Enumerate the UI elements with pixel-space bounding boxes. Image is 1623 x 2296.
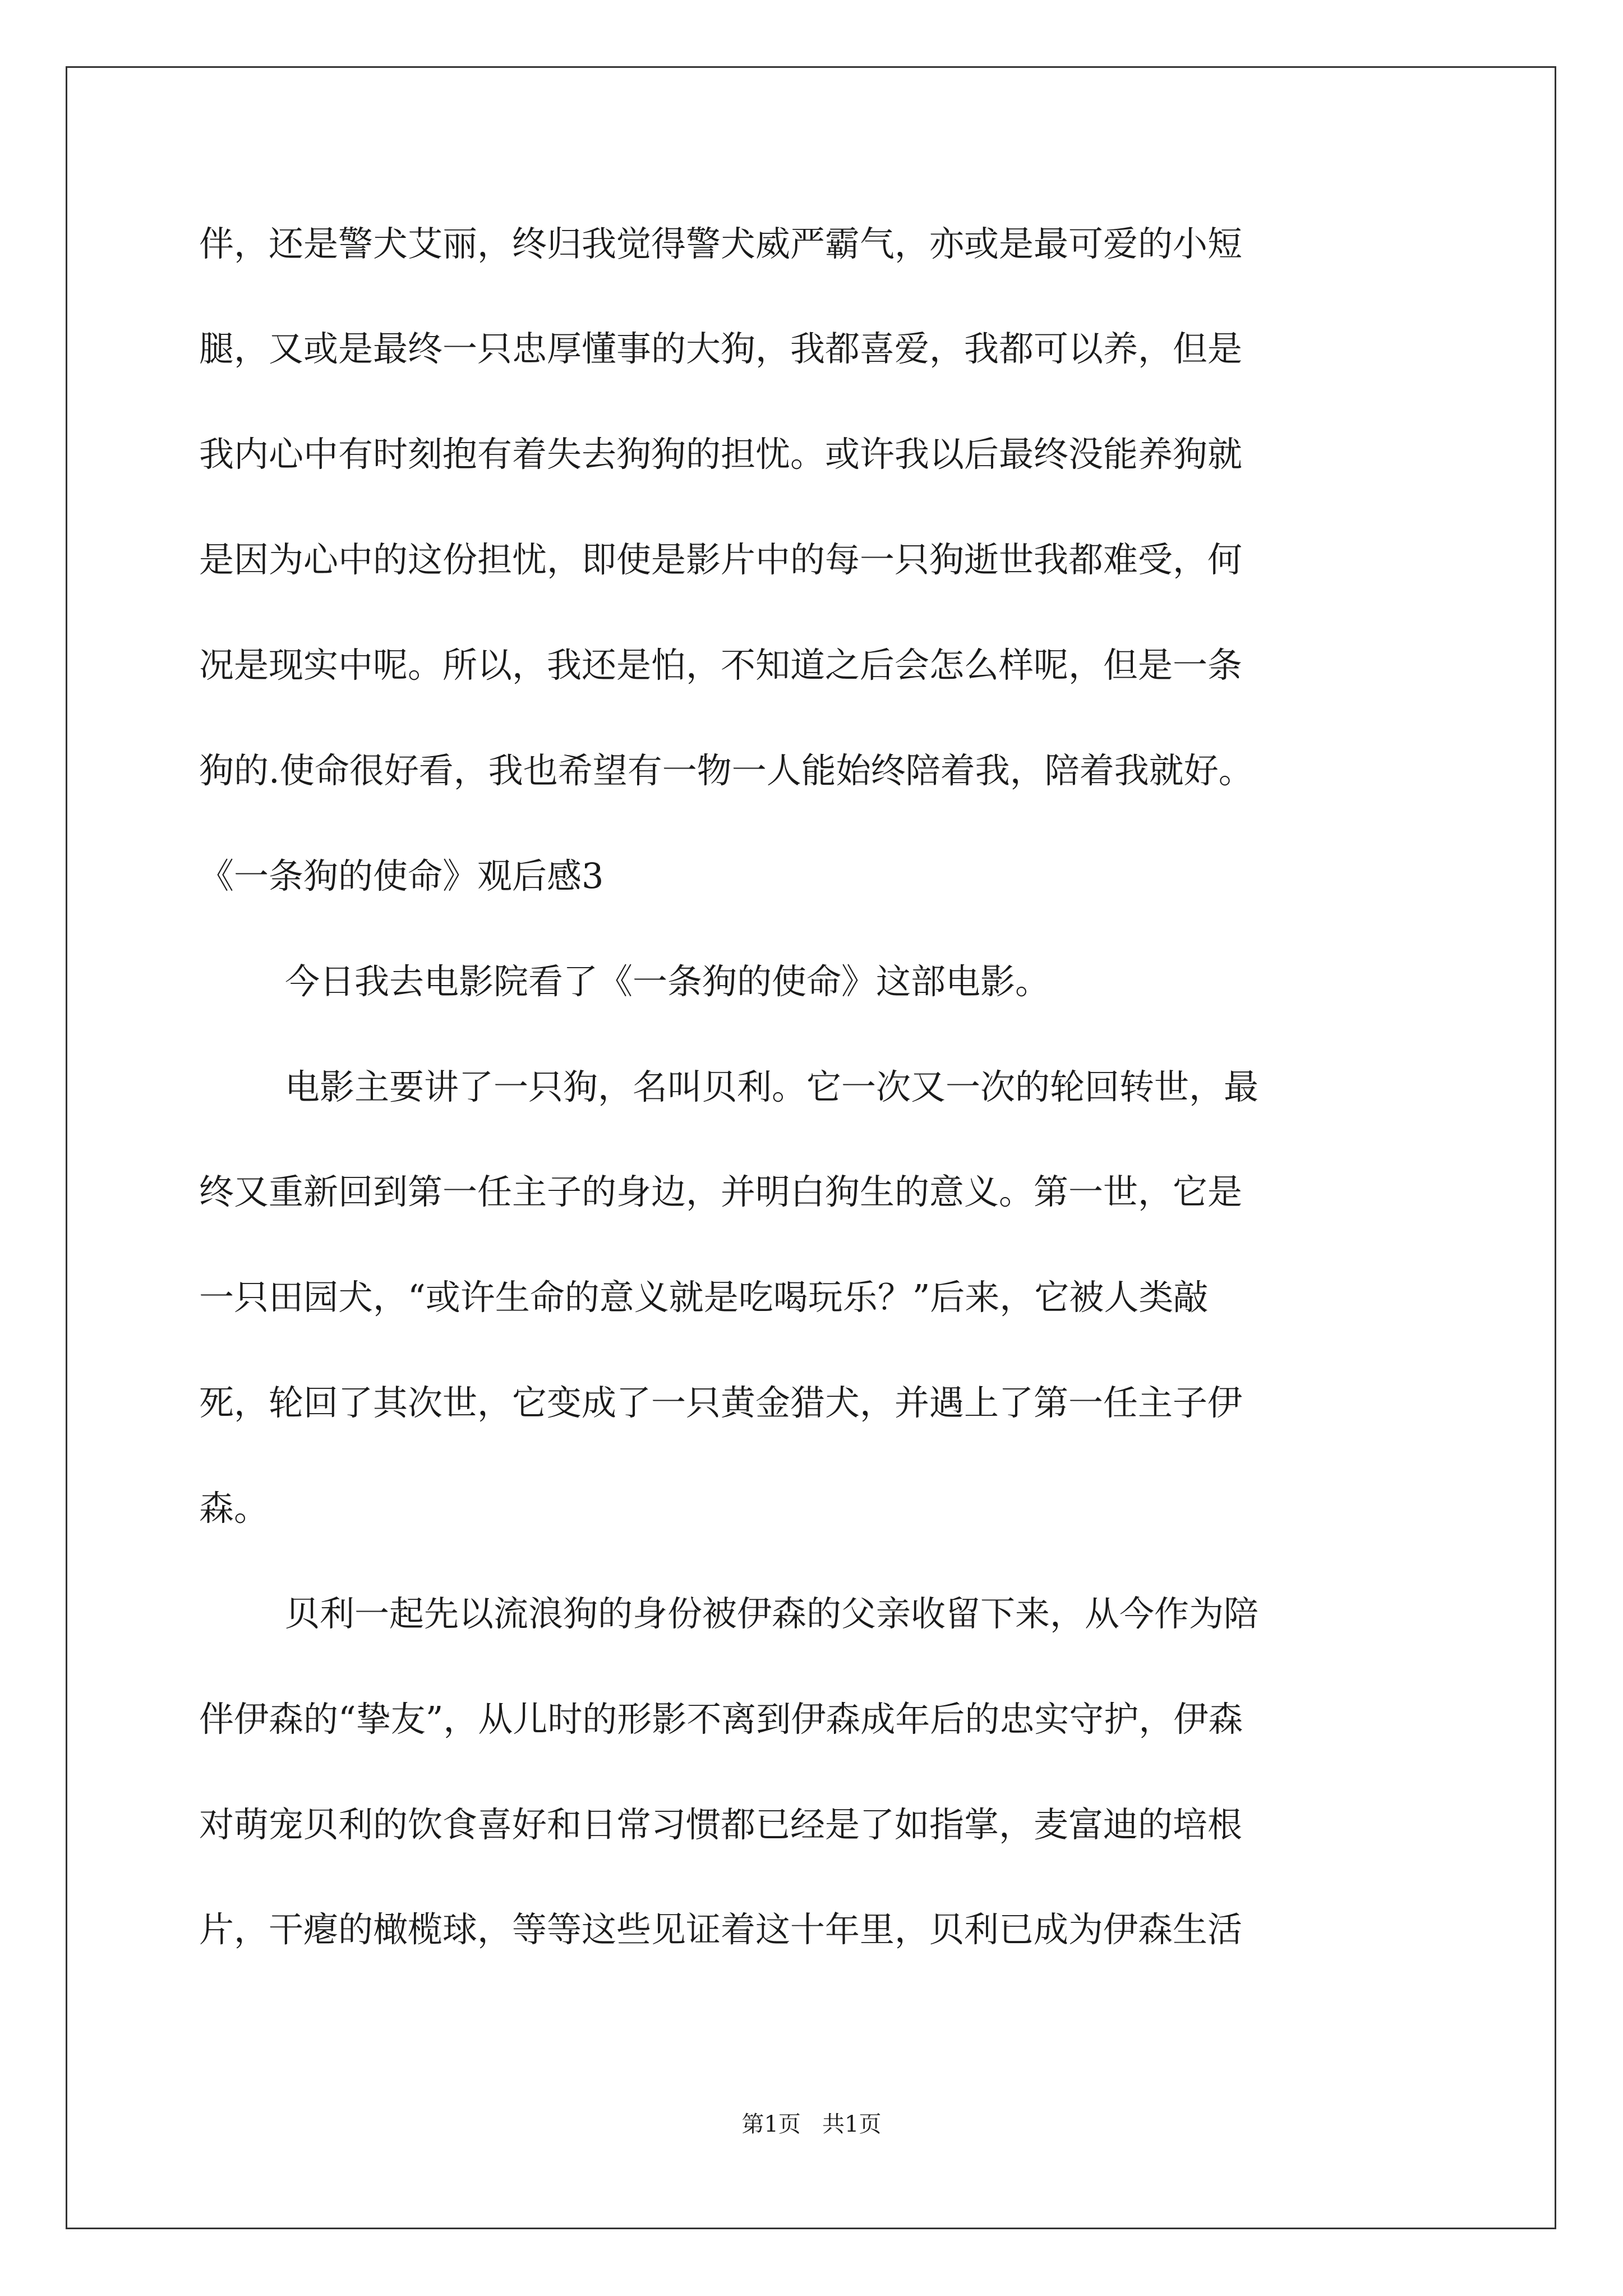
text-line: 森。 xyxy=(199,1488,269,1529)
section-heading: 《一条狗的使命》观后感3 xyxy=(199,855,604,896)
text-line: 终又重新回到第一任主子的身边，并明白狗生的意义。第一世，它是 xyxy=(199,1171,1243,1212)
text-line: 况是现实中呢。所以，我还是怕，不知道之后会怎么样呢，但是一条 xyxy=(199,645,1243,685)
text-line: 一只田园犬，“或许生命的意义就是吃喝玩乐？”后来，它被人类敲 xyxy=(199,1277,1209,1318)
text-line: 腿，又或是最终一只忠厚懂事的大狗，我都喜爱，我都可以养，但是 xyxy=(199,328,1243,369)
page-border xyxy=(66,66,1556,2229)
text-line: 狗的.使命很好看，我也希望有一物一人能始终陪着我，陪着我就好。 xyxy=(199,750,1253,791)
text-line: 对萌宠贝利的饮食喜好和日常习惯都已经是了如指掌，麦富迪的培根 xyxy=(199,1804,1243,1845)
text-line: 是因为心中的这份担忧，即使是影片中的每一只狗逝世我都难受，何 xyxy=(199,539,1243,580)
text-line: 我内心中有时刻抱有着失去狗狗的担忧。或许我以后最终没能养狗就 xyxy=(199,434,1243,475)
text-line: 片，干瘪的橄榄球，等等这些见证着这十年里，贝利已成为伊森生活 xyxy=(199,1909,1243,1950)
paragraph-first-line: 电影主要讲了一只狗，名叫贝利。它一次又一次的轮回转世，最 xyxy=(285,1066,1259,1107)
paragraph-first-line: 贝利一起先以流浪狗的身份被伊森的父亲收留下来，从今作为陪 xyxy=(285,1593,1259,1634)
page-number: 第1页 共1页 xyxy=(741,2111,882,2137)
text-line: 伴伊森的“挚友”，从儿时的形影不离到伊森成年后的忠实守护，伊森 xyxy=(199,1699,1243,1740)
paragraph-first-line: 今日我去电影院看了《一条狗的使命》这部电影。 xyxy=(285,961,1050,1002)
text-line: 伴，还是警犬艾丽，终归我觉得警犬威严霸气，亦或是最可爱的小短 xyxy=(199,223,1243,264)
text-line: 死，轮回了其次世，它变成了一只黄金猎犬，并遇上了第一任主子伊 xyxy=(199,1382,1243,1423)
